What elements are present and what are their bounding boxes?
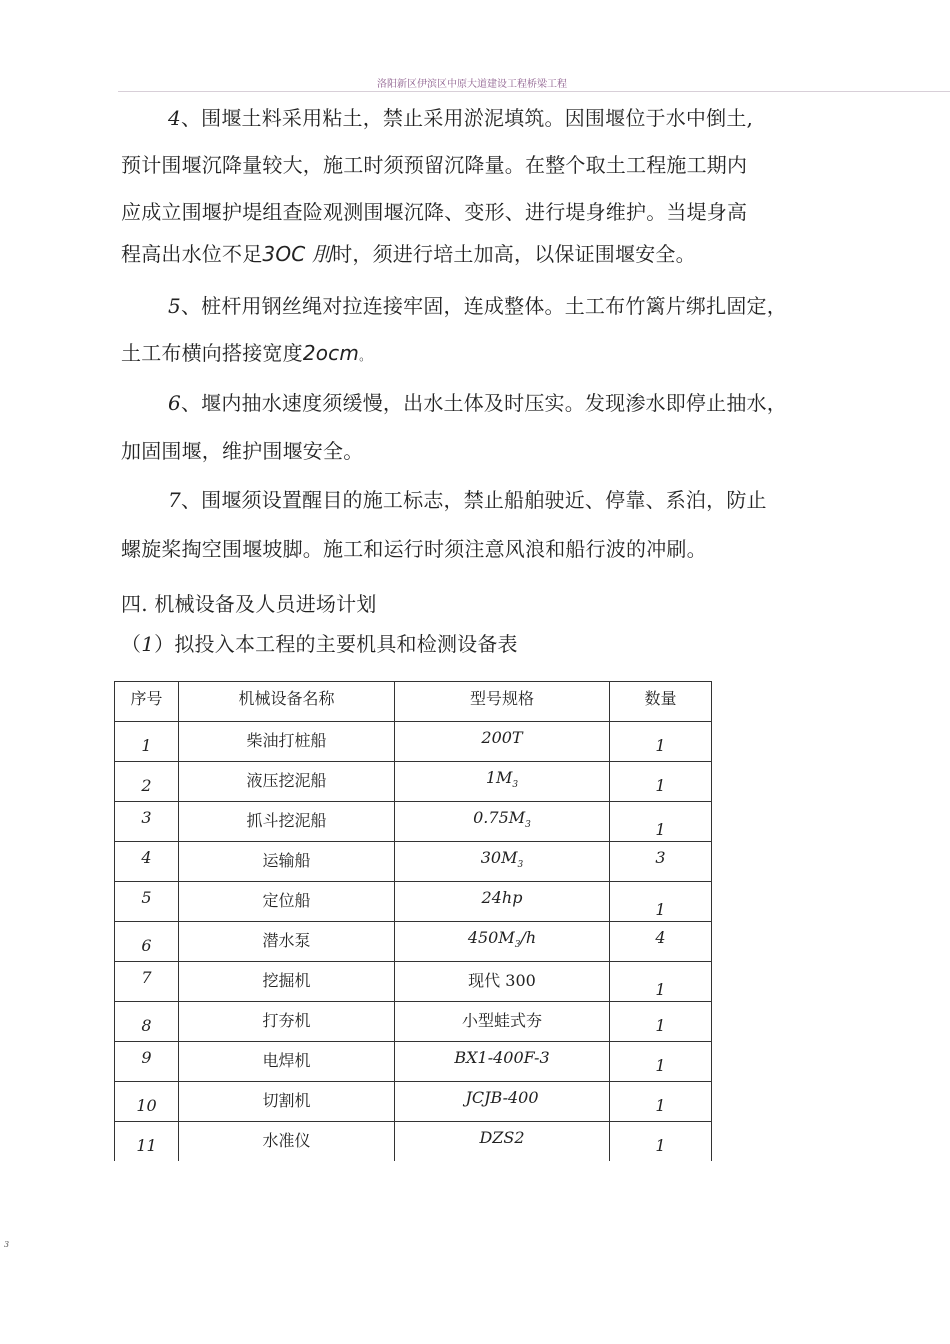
- subscript: 3: [514, 940, 521, 951]
- value: 打夯机: [262, 1011, 311, 1030]
- cell-name: [179, 1082, 395, 1122]
- cell-qty: [610, 842, 712, 882]
- cell-qty: [610, 882, 712, 922]
- header-cell-model: 型号规格: [395, 682, 610, 722]
- cell-no: [115, 762, 179, 802]
- table-row: [115, 1082, 712, 1122]
- cell-name: [179, 1122, 395, 1162]
- page-header: [118, 79, 950, 92]
- value: 现代 300: [468, 971, 536, 990]
- table-row: [115, 882, 712, 922]
- paragraph-4-line-4: [121, 242, 696, 266]
- subscript: 3: [525, 820, 531, 831]
- value: 11: [136, 1136, 157, 1155]
- value: 1: [655, 736, 666, 755]
- paragraph-7-line-2: 螺旋桨掏空围堰坡脚。施工和运行时须注意风浪和船行波的冲刷。: [121, 537, 707, 561]
- value: 1: [655, 820, 666, 839]
- value: 1: [655, 1136, 666, 1155]
- cell-no: [115, 922, 179, 962]
- cell-qty: [610, 1042, 712, 1082]
- table-row: [115, 802, 712, 842]
- table-row: [115, 1042, 712, 1082]
- value: 水准仪: [262, 1131, 311, 1150]
- value-text: 2ocm: [302, 341, 360, 365]
- cell-name: [179, 802, 395, 842]
- paragraph-5-line-2: [121, 341, 371, 368]
- value: 2: [141, 776, 152, 795]
- cell-model: [395, 762, 610, 802]
- value: 24hp: [481, 888, 523, 907]
- value: 200T: [481, 728, 523, 747]
- value: 30M: [480, 848, 518, 867]
- text: 、桩杆用钢丝绳对拉连接牢固，连成整体。土工布竹篱片绑扎固定，: [180, 294, 787, 318]
- header-cell-qty: 数量: [610, 682, 712, 722]
- header-cell-seq: 序号: [115, 682, 179, 722]
- header-title: 洛阳新区伊滨区中原大道建设工程桥梁工程: [377, 79, 567, 90]
- text: 程高出水位不足: [121, 242, 263, 266]
- value: 5: [141, 888, 152, 907]
- subscript: 3: [512, 780, 519, 791]
- cell-model: [395, 922, 610, 962]
- table-header-row: [115, 682, 712, 722]
- cell-qty: [610, 802, 712, 842]
- cell-name: [179, 842, 395, 882]
- text: 时，须进行培土加高，以保证围堰安全。: [332, 242, 696, 266]
- subscript: 3: [517, 860, 524, 871]
- cell-name: [179, 1042, 395, 1082]
- cell-no: [115, 722, 179, 762]
- paragraph-6-line-2: 加固围堰，维护围堰安全。: [121, 439, 364, 463]
- cell-model: [395, 842, 610, 882]
- value: 潜水泵: [262, 931, 311, 950]
- paragraph-6-line-1: [168, 391, 787, 415]
- table-row: [115, 1122, 712, 1162]
- cell-no: [115, 1042, 179, 1082]
- cell-model: [395, 1002, 610, 1042]
- value: 小型蛙式夯: [461, 1011, 542, 1030]
- cell-qty: [610, 1002, 712, 1042]
- text: 、围堰须设置醒目的施工标志，禁止船舶驶近、停靠、系泊，防止: [180, 488, 767, 512]
- cell-model: [395, 1122, 610, 1162]
- value: DZS2: [479, 1128, 525, 1147]
- cell-model: [395, 962, 610, 1002]
- value: JCJB-400: [465, 1088, 539, 1107]
- text: 、堰内抽水速度须缓慢，出水土体及时压实。发现渗水即停止抽水，: [180, 391, 787, 415]
- cell-model: [395, 882, 610, 922]
- value: 1: [655, 1056, 666, 1075]
- cell-no: [115, 1122, 179, 1162]
- cell-no: [115, 802, 179, 842]
- value: 8: [141, 1016, 152, 1035]
- paragraph-4-line-1: [168, 106, 753, 130]
- value: 9: [141, 1048, 152, 1067]
- value: 7: [141, 968, 152, 987]
- value: 切割机: [262, 1091, 311, 1110]
- table-row: [115, 722, 712, 762]
- cell-no: [115, 842, 179, 882]
- paragraph-5-line-1: [168, 294, 787, 318]
- cell-no: [115, 882, 179, 922]
- bracket: （: [121, 632, 142, 656]
- text: 土工布横向搭接宽度: [121, 341, 303, 365]
- item-number: 7: [168, 488, 181, 512]
- paragraph-4-line-2: 预计围堰沉降量较大，施工时须预留沉降量。在整个取土工程施工期内: [121, 153, 748, 177]
- cell-model: [395, 722, 610, 762]
- value: 1M: [485, 768, 513, 787]
- table-row: [115, 922, 712, 962]
- item-number: 1: [141, 632, 155, 656]
- cell-name: [179, 962, 395, 1002]
- equipment-table: [114, 681, 712, 1161]
- value: 液压挖泥船: [246, 771, 327, 790]
- cell-name: [179, 762, 395, 802]
- cell-qty: [610, 962, 712, 1002]
- value: 3: [655, 848, 666, 867]
- subsection-title: [121, 632, 518, 656]
- page-number: 3: [4, 1240, 10, 1249]
- cell-qty: [610, 722, 712, 762]
- cell-name: [179, 922, 395, 962]
- value: 柴油打桩船: [246, 731, 327, 750]
- value: 挖掘机: [262, 971, 311, 990]
- value: 1: [141, 736, 152, 755]
- item-number: 6: [168, 391, 181, 415]
- value: BX1-400F-3: [454, 1048, 550, 1067]
- cell-no: [115, 962, 179, 1002]
- text: 。: [359, 349, 372, 363]
- cell-model: [395, 1082, 610, 1122]
- text: 、围堰土料采用粘土，禁止采用淤泥填筑。因围堰位于水中倒土,: [180, 106, 754, 130]
- section-title: 四. 机械设备及人员进场计划: [121, 592, 377, 616]
- cell-qty: [610, 1122, 712, 1162]
- cell-qty: [610, 1082, 712, 1122]
- value: 0.75M: [473, 808, 526, 827]
- value: 1: [655, 1016, 666, 1035]
- value: 1: [655, 776, 666, 795]
- value: 1: [655, 900, 666, 919]
- value: 450M: [467, 928, 515, 947]
- value: 4: [141, 848, 152, 867]
- table-row: [115, 762, 712, 802]
- header-cell-name: 机械设备名称: [179, 682, 395, 722]
- table-row: [115, 1002, 712, 1042]
- value: 3: [141, 808, 152, 827]
- cell-qty: [610, 922, 712, 962]
- cell-no: [115, 1002, 179, 1042]
- cell-no: [115, 1082, 179, 1122]
- value: 1: [655, 1096, 666, 1115]
- value: 电焊机: [262, 1051, 311, 1070]
- value: 运输船: [262, 851, 311, 870]
- cell-model: [395, 802, 610, 842]
- text: ）拟投入本工程的主要机具和检测设备表: [154, 632, 518, 656]
- value: 1: [655, 980, 666, 999]
- value: 6: [141, 936, 152, 955]
- value: 抓斗挖泥船: [246, 811, 327, 830]
- cell-name: [179, 722, 395, 762]
- cell-model: [395, 1042, 610, 1082]
- table-row: [115, 962, 712, 1002]
- cell-name: [179, 1002, 395, 1042]
- cell-name: [179, 882, 395, 922]
- item-number: 5: [168, 294, 181, 318]
- paragraph-7-line-1: [168, 488, 767, 512]
- value: 10: [136, 1096, 157, 1115]
- cell-qty: [610, 762, 712, 802]
- value: 定位船: [262, 891, 311, 910]
- value-tail: /h: [520, 928, 537, 947]
- paragraph-4-line-3: 应成立围堰护堤组查险观测围堰沉降、变形、进行堤身维护。当堤身高: [121, 200, 748, 224]
- value-text: 3OC 刖: [262, 242, 333, 266]
- value: 4: [655, 928, 666, 947]
- item-number: 4: [168, 106, 181, 130]
- table-row: [115, 842, 712, 882]
